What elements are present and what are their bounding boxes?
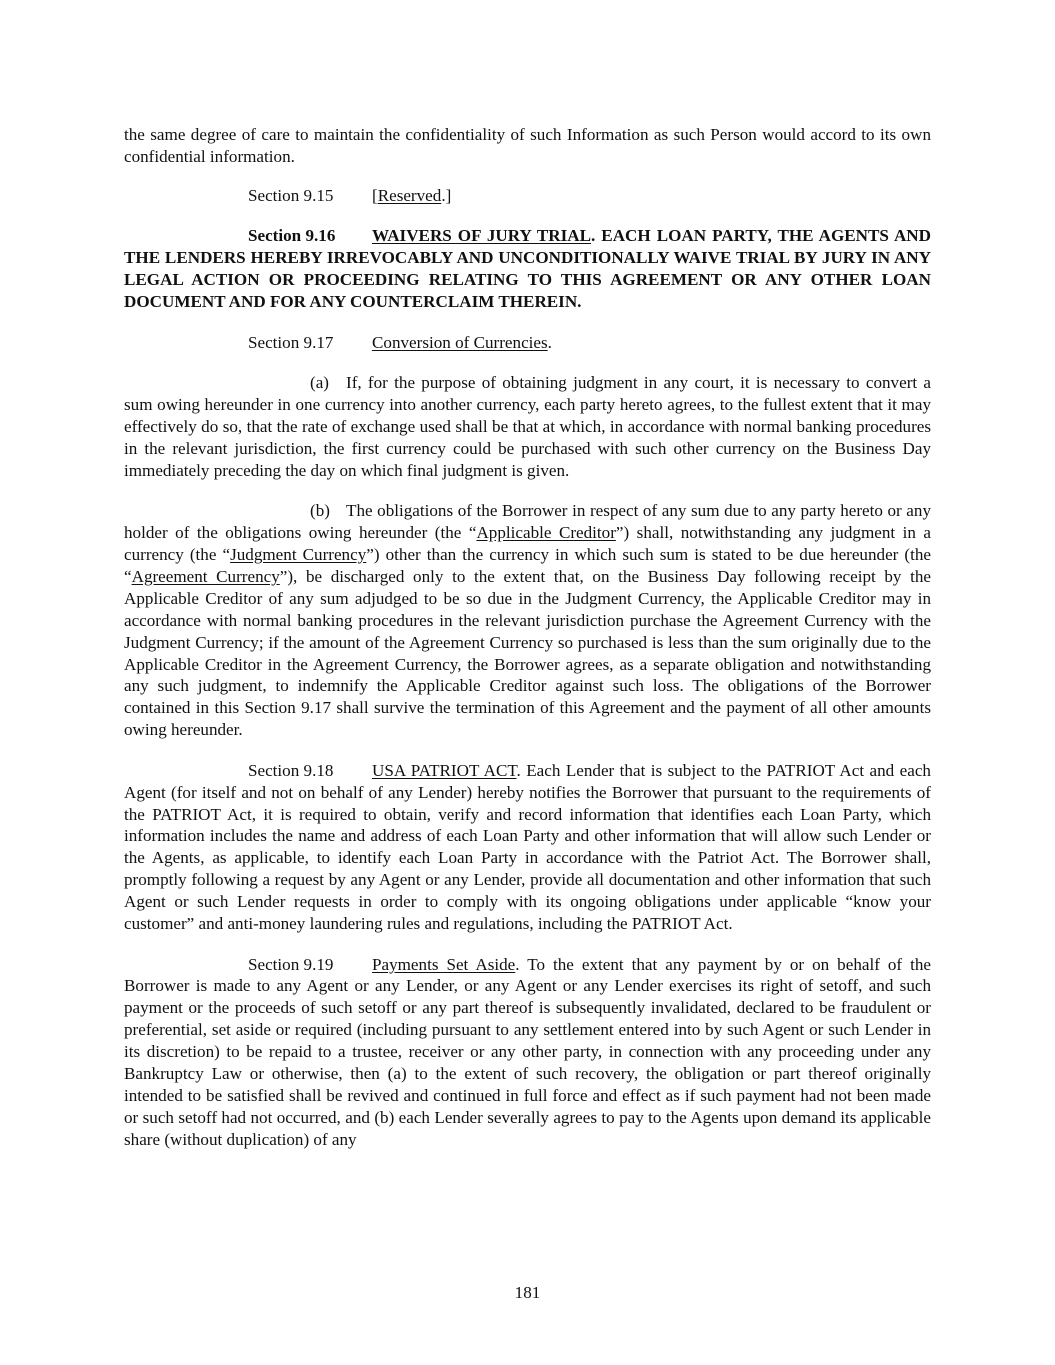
intro-paragraph: the same degree of care to maintain the confidentiality of such Information as such Person would accord to its own confidential information. xyxy=(124,125,931,166)
section-body: . EACH LOAN PARTY, THE AGENTS AND THE LENDERS HEREBY IRREVOCABLY AND UNCONDITIONALLY WAIVE TRIAL BY JURY IN ANY LEGAL ACTION OR PROCEEDING RELATING TO THIS AGREEMENT OR ANY OTHER LOAN DOCUMENT AND FOR ANY COUNTERCLAIM THEREIN. xyxy=(124,226,931,312)
section-title: Payments Set Aside xyxy=(372,954,516,974)
section-title: USA PATRIOT ACT xyxy=(372,760,517,780)
section-number: Section 9.16 xyxy=(248,226,336,246)
section-9-15: Section 9.15 [Reserved.] xyxy=(248,185,452,205)
section-title: Conversion of Currencies xyxy=(372,332,548,352)
defined-term: Agreement Currency xyxy=(131,566,280,586)
section-9-18 xyxy=(124,760,931,935)
section-number: Section 9.17 xyxy=(248,332,334,352)
clause-label: (b) xyxy=(310,501,330,521)
clause-text: If, for the purpose of obtaining judgment in any court, it is necessary to convert a sum owing hereunder in one currency into another currency, each party hereto agrees, to the fullest extent that it may effectively do so, that the rate of exchange used shall be that at which, in accordance with normal banking procedures in the relevant jurisdiction, the first currency could be purchased with such other currency on the Business Day immediately preceding the day on which final judgment is given. xyxy=(124,373,931,480)
clause-a xyxy=(124,372,931,482)
section-body: . To the extent that any payment by or on behalf of the Borrower is made to any Agent or any Lender, or any Agent or any Lender exercises its right of setoff, and such payment or the proceeds of such setoff or any part thereof is subsequently invalidated, declared to be fraudulent or preferential, set aside or required (including pursuant to any settlement entered into by such Agent or such Lender in its discretion) to be repaid to a trustee, receiver or any other party, in connection with any proceeding under any Bankruptcy Law or otherwise, then (a) to the extent of such recovery, the obligation or part thereof originally intended to be satisfied shall be revived and continued in full force and effect as if such payment had not been made or such setoff had not occurred, and (b) each Lender severally agrees to pay to the Agents upon demand its applicable share (without duplication) of any xyxy=(124,954,931,1149)
section-title: WAIVERS OF JURY TRIAL xyxy=(372,226,592,246)
document-page xyxy=(124,124,931,1151)
clause-label: (a) xyxy=(310,373,329,393)
section-9-19 xyxy=(124,954,931,1151)
section-9-16 xyxy=(124,225,931,313)
section-number: Section 9.18 xyxy=(248,760,334,780)
defined-term: Applicable Creditor xyxy=(476,523,616,543)
clause-b: (b) The obligations of the Borrower in respect of any sum due to any party hereto or any holder of the obligations owing hereunder (the “Applicable Creditor”) shall, notwithstanding any judgment in a currency (the “Judgment Currency”) other than the currency in which such sum is stated to be due hereunder (the “Agreement Currency”), be discharged only to the extent that, on the Business Day following receipt by the Applicable Creditor of any sum adjudged to be so due in the Judgment Currency, the Applicable Creditor may in accordance with normal banking procedures in the relevant jurisdiction purchase the Agreement Currency with the Judgment Currency; if the amount of the Agreement Currency so purchased is less than the sum originally due to the Applicable Creditor in the Agreement Currency, the Borrower agrees, as a separate obligation and notwithstanding any such judgment, to indemnify the Applicable Creditor against such loss. The obligations of the Borrower contained in this Section 9.17 shall survive the termination of this Agreement and the payment of all other amounts owing hereunder. xyxy=(124,501,931,740)
defined-term: Judgment Currency xyxy=(230,544,367,564)
section-9-17: Section 9.17 Conversion of Currencies. xyxy=(248,332,552,352)
page-number: 181 xyxy=(514,1283,541,1302)
section-number: Section 9.15 xyxy=(248,185,334,205)
section-body: . Each Lender that is subject to the PATRIOT Act and each Agent (for itself and not on behalf of any Lender) hereby notifies the Borrower that pursuant to the requirements of the PATRIOT Act, it is required to obtain, verify and record information that identifies each Loan Party, which information includes the name and address of each Loan Party and other information that will allow such Lender or the Agents, as applicable, to identify each Loan Party in accordance with the Patriot Act. The Borrower shall, promptly following a request by any Agent or any Lender, provide all documentation and other information that such Agent or such Lender requests in order to comply with its ongoing obligations under applicable “know your customer” and anti-money laundering rules and regulations, including the PATRIOT Act. xyxy=(124,760,931,934)
section-number: Section 9.19 xyxy=(248,954,334,974)
section-title: Reserved xyxy=(377,185,442,205)
